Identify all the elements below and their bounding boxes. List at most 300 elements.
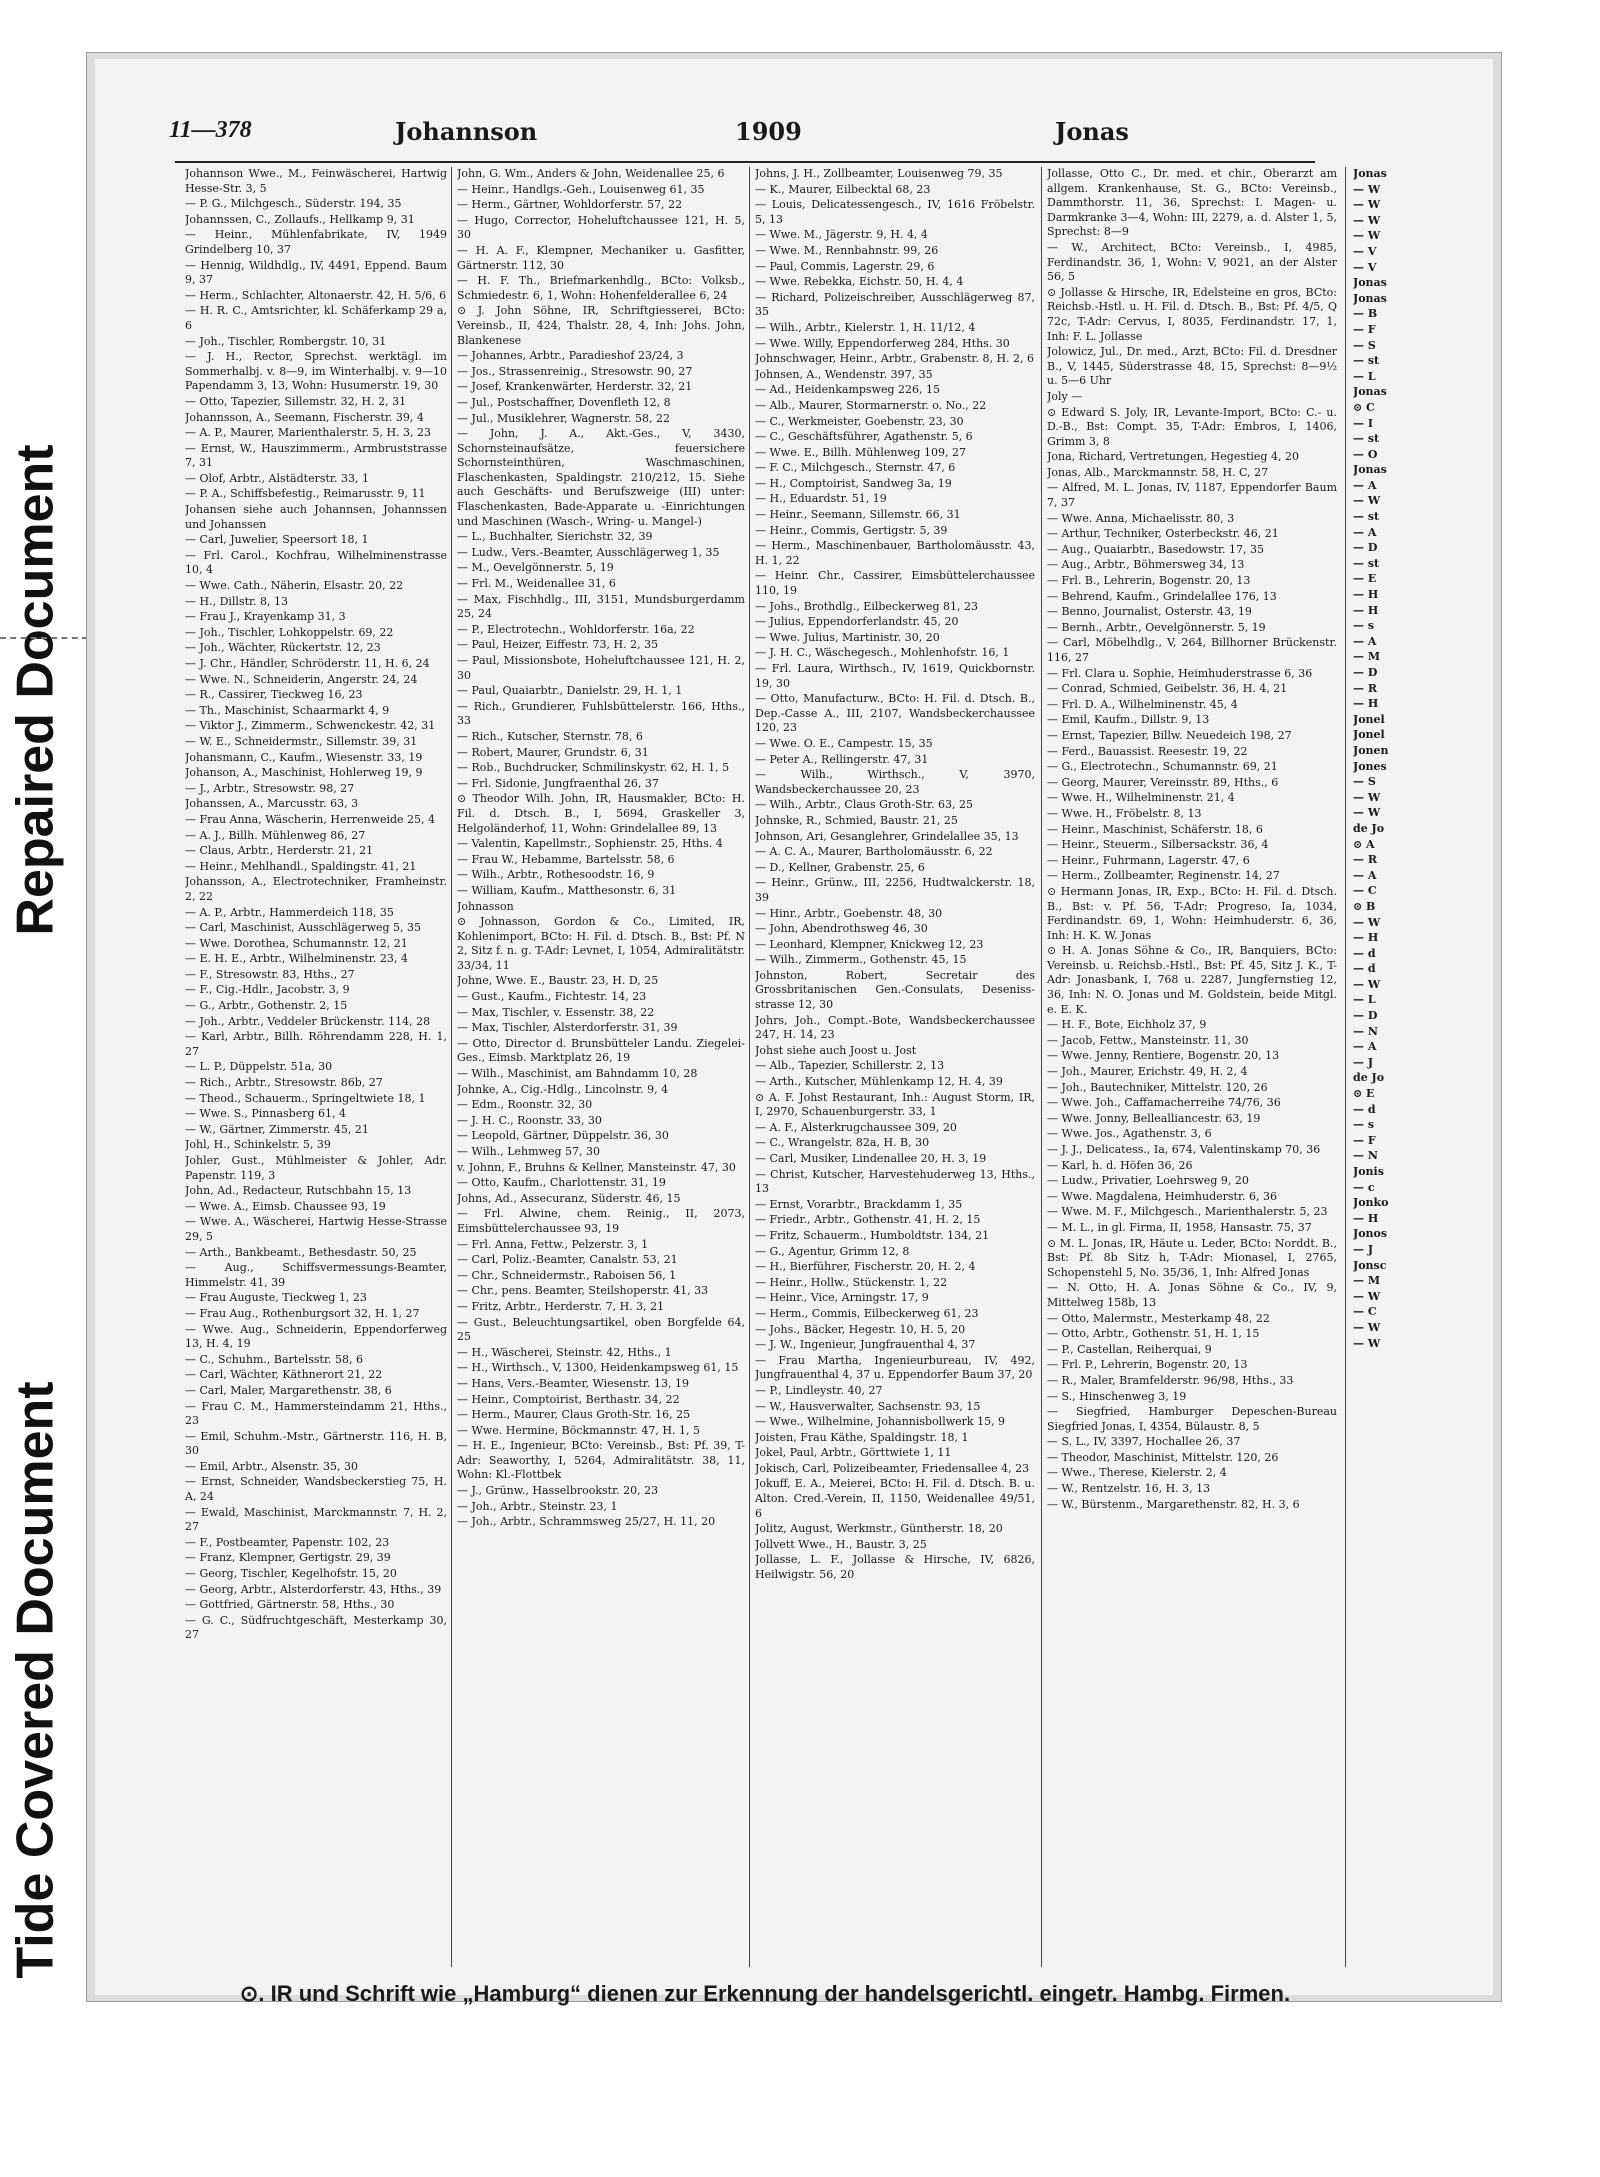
directory-entry: — H. F. Th., Briefmarkenhdlg., BCto: Volksb., Schmiedestr. 6, 1, Wohn: Hohenfelderallee 6, 24 — [457, 274, 745, 302]
directory-entry: — C., Geschäftsführer, Agathenstr. 5, 6 — [755, 430, 973, 444]
directory-entry: — Carl, Poliz.-Beamter, Canalstr. 53, 21 — [457, 1253, 678, 1267]
directory-entry: — Benno, Journalist, Osterstr. 43, 19 — [1047, 605, 1252, 619]
directory-entry: — J — [1353, 1055, 1374, 1069]
directory-entry: — V — [1353, 260, 1377, 274]
directory-entry: Johnsen, A., Wendenstr. 397, 35 — [755, 367, 933, 381]
directory-entry: — C — [1353, 1305, 1377, 1319]
directory-entry: — A. P., Maurer, Marienthalerstr. 5, H. 3, 23 — [185, 426, 432, 440]
directory-entry: ⊙ C — [1353, 400, 1375, 414]
directory-entry: — Frau J., Krayenkamp 31, 3 — [185, 610, 346, 624]
directory-entry: — H., Eduardstr. 51, 19 — [755, 492, 887, 506]
directory-entry: v. Johnn, F., Bruhns & Kellner, Mansteinstr. 47, 30 — [457, 1160, 736, 1174]
directory-entry: ⊙ Jollasse & Hirsche, IR, Edelsteine en gros, BCto: Reichsb.-Hstl. u. H. Fil. d. Dtsch. B., Bst: Pf. 4/5, Q 72c, T-Adr: Cervus, I, 8035, Ferdinandstr. 17, 1, Inh: F. L. Jollasse — [1047, 285, 1337, 343]
directory-entry: — D., Kellner, Grabenstr. 25, 6 — [755, 860, 925, 874]
column-divider — [1041, 167, 1042, 1967]
directory-entry: — Heinr., Fuhrmann, Lagerstr. 47, 6 — [1047, 853, 1250, 867]
directory-entry: — Wwe. Hermine, Böckmannstr. 47, H. 1, 5 — [457, 1423, 700, 1437]
directory-entry: — John, Abendrothsweg 46, 30 — [755, 922, 928, 936]
directory-entry: — Emil, Kaufm., Dillstr. 9, 13 — [1047, 713, 1210, 727]
directory-entry: — Frl. Laura, Wirthsch., IV, 1619, Quickbornstr. 19, 30 — [755, 662, 1035, 690]
directory-entry: — Johannes, Arbtr., Paradieshof 23/24, 3 — [457, 349, 684, 363]
directory-entry: — Otto, Arbtr., Gothenstr. 51, H. 1, 15 — [1047, 1327, 1260, 1341]
directory-entry: — Rich., Kutscher, Sternstr. 78, 6 — [457, 729, 643, 743]
directory-entry: — J. H. C., Wäschegesch., Mohlenhofstr. 16, 1 — [755, 646, 1010, 660]
directory-entry: — A. F., Alsterkrugchaussee 309, 20 — [755, 1120, 957, 1134]
directory-entry: — Fritz, Schauerm., Humboldtstr. 134, 21 — [755, 1228, 990, 1242]
directory-entry: — Wwe. M. F., Milchgesch., Marienthalerstr. 5, 23 — [1047, 1205, 1328, 1219]
directory-entry: — Herm., Gärtner, Wohldorferstr. 57, 22 — [457, 198, 683, 212]
directory-entry: Johanson, A., Maschinist, Hohlerweg 19, 9 — [185, 766, 423, 780]
directory-entry: — Emil, Arbtr., Alsenstr. 35, 30 — [185, 1459, 358, 1473]
directory-entry: — Max, Tischler, v. Essenstr. 38, 22 — [457, 1005, 655, 1019]
directory-entry: — Leopold, Gärtner, Düppelstr. 36, 30 — [457, 1129, 669, 1143]
directory-entry: — L — [1353, 369, 1376, 383]
directory-entry: ⊙ M. L. Jonas, IR, Häute u. Leder, BCto: Norddt. B., Bst: Pf. 8b Sitz h, T-Adr: Mionasel, I, 2765, Schopenstehl 5, No. 35/36, 1, Inh: Alfred Jonas — [1047, 1236, 1337, 1279]
directory-entry: — Claus, Arbtr., Herderstr. 21, 21 — [185, 844, 374, 858]
directory-entry: — W — [1353, 198, 1381, 212]
directory-entry: — H — [1353, 1211, 1379, 1225]
directory-entry: — R., Cassirer, Tieckweg 16, 23 — [185, 688, 363, 702]
directory-entry: — Max, Tischler, Alsterdorferstr. 31, 39 — [457, 1021, 678, 1035]
directory-entry: — st — [1353, 556, 1380, 570]
directory-entry: Johns, J. H., Zollbeamter, Louisenweg 79, 35 — [755, 167, 1003, 180]
directory-entry: — Arth., Bankbeamt., Bethesdastr. 50, 25 — [185, 1245, 417, 1259]
directory-entry: — Siegfried, Hamburger Depeschen-Bureau Siegfried Jonas, I, 4354, Bülaustr. 8, 5 — [1047, 1405, 1337, 1433]
directory-entry: Jollvett Wwe., H., Baustr. 3, 25 — [755, 1537, 927, 1551]
directory-entry: — Wwe. A., Wäscherei, Hartwig Hesse-Strasse 29, 5 — [185, 1215, 447, 1243]
directory-entry: — Karl, Arbtr., Billh. Röhrendamm 228, H. 1, 27 — [185, 1030, 447, 1058]
directory-entry: Johl, H., Schinkelstr. 5, 39 — [185, 1138, 331, 1152]
directory-entry: Johnke, A., Cig.-Hdlg., Lincolnstr. 9, 4 — [457, 1082, 669, 1096]
page-number: 11—378 — [169, 117, 252, 143]
directory-entry: — Wwe. Rebekka, Eichstr. 50, H. 4, 4 — [755, 275, 964, 289]
directory-entry: — Joh., Tischler, Rombergstr. 10, 31 — [185, 334, 387, 348]
directory-entry: — Arth., Kutscher, Mühlenkamp 12, H. 4, 39 — [755, 1075, 1003, 1089]
directory-entry: — Heinr., Maschinist, Schäferstr. 18, 6 — [1047, 822, 1263, 836]
directory-entry: — Wwe. O. E., Campestr. 15, 35 — [755, 736, 933, 750]
directory-entry: — Wwe. Dorothea, Schumannstr. 12, 21 — [185, 936, 408, 950]
directory-entry: — Christ, Kutscher, Harvestehuderweg 13, Hths., 13 — [755, 1167, 1035, 1196]
directory-entry: Jonel — [1353, 712, 1385, 726]
directory-entry: — F. C., Milchgesch., Sternstr. 47, 6 — [755, 461, 956, 475]
directory-entry: — W., Rentzelstr. 16, H. 3, 13 — [1047, 1482, 1211, 1496]
directory-entry: — A — [1353, 525, 1377, 539]
directory-entry: Johansson, A., Electrotechniker, Framheinstr. 2, 22 — [185, 875, 447, 903]
directory-entry: — J. J., Delicatess., Ia, 674, Valentinskamp 70, 36 — [1047, 1143, 1321, 1156]
directory-entry: — Jos., Strassenreinig., Stresowstr. 90, 27 — [457, 364, 693, 378]
directory-entry: — R., Maler, Bramfelderstr. 96/98, Hths., 33 — [1047, 1373, 1294, 1387]
directory-entry: ⊙ Johnasson, Gordon & Co., Limited, IR, Kohlenimport, BCto: H. Fil. d. Dtsch. B., Bst: Pf. N 2, Sitz f. n. g. T-Adr: Levnet, I, 1054, Admiralitätstr. 33/34, 11 — [457, 915, 745, 972]
directory-entry: — F., Cig.-Hdlr., Jacobstr. 3, 9 — [185, 983, 350, 997]
directory-entry: — Wwe. Willy, Eppendorferweg 284, Hths. 30 — [755, 336, 1010, 350]
directory-entry: — Louis, Delicatessengesch., IV, 1616 Fröbelstr. 5, 13 — [755, 198, 1035, 226]
directory-entry: Jokel, Paul, Arbtr., Görttwiete 1, 11 — [755, 1446, 952, 1460]
directory-entry: — Joh., Arbtr., Steinstr. 23, 1 — [457, 1499, 618, 1513]
directory-entry: — L., Buchhalter, Sierichstr. 32, 39 — [457, 530, 653, 544]
directory-entry: — st — [1353, 432, 1380, 446]
directory-entry: — Wwe. M., Jägerstr. 9, H. 4, 4 — [755, 228, 928, 242]
directory-entry: — A. C. A., Maurer, Bartholomäusstr. 6, 22 — [755, 845, 993, 859]
header-right-word: Jonas — [1055, 117, 1129, 146]
directory-entry: — Heinr. Chr., Cassirer, Eimsbüttelerchaussee 110, 19 — [755, 569, 1035, 598]
directory-entry: — W — [1353, 790, 1381, 804]
directory-entry: — Ernst, Vorarbtr., Brackdamm 1, 35 — [755, 1197, 963, 1211]
page-header — [95, 117, 1335, 153]
directory-entry: — W — [1353, 1289, 1381, 1303]
directory-entry: Johrs, Joh., Compt.-Bote, Wandsbeckerchaussee 247, H. 14, 23 — [755, 1013, 1035, 1042]
directory-entry: — G. C., Südfruchtgeschäft, Mesterkamp 30, 27 — [185, 1613, 447, 1642]
directory-entry: — Joh., Maurer, Erichstr. 49, H. 2, 4 — [1047, 1065, 1248, 1079]
directory-entry: — Johs., Bäcker, Hegestr. 10, H. 5, 20 — [755, 1322, 966, 1336]
directory-entry: — Otto, Director d. Brunsbütteler Landu. Ziegelei-Ges., Eimsb. Marktplatz 26, 19 — [457, 1036, 745, 1065]
directory-entry: — V — [1353, 244, 1377, 258]
directory-entry: — W. E., Schneidermstr., Sillemstr. 39, 31 — [185, 734, 418, 748]
directory-entry: — Alfred, M. L. Jonas, IV, 1187, Eppendorfer Baum 7, 37 — [1047, 481, 1337, 510]
directory-entry: ⊙ E — [1353, 1087, 1375, 1101]
directory-entry: — Frau C. M., Hammersteindamm 21, Hths., 23 — [185, 1399, 447, 1428]
directory-entry: — I — [1353, 416, 1373, 430]
directory-entry: — J. H., Rector, Sprechst. werktägl. im Sommerhalbj. v. 8—9, im Winterhalbj. v. 9—10 Papendamm 3, 13, Wohn: Husumerstr. 19, 30 — [185, 350, 447, 393]
directory-entry: Johne, Wwe. E., Baustr. 23, H. D, 25 — [457, 974, 659, 988]
directory-entry: — Alb., Maurer, Stormarnerstr. o. No., 22 — [755, 398, 987, 412]
directory-entry: — Hugo, Corrector, Hoheluftchaussee 121, H. 5, 30 — [457, 213, 745, 242]
directory-entry: — G., Agentur, Grimm 12, 8 — [755, 1244, 910, 1258]
directory-entry: — H., Wirthsch., V, 1300, Heidenkampsweg 61, 15 — [457, 1361, 739, 1375]
directory-entry: — Theodor, Maschinist, Mittelstr. 120, 26 — [1047, 1450, 1279, 1464]
directory-entry: — S. L., IV, 3397, Hochallee 26, 37 — [1047, 1435, 1241, 1449]
side-divider — [0, 637, 88, 639]
directory-entry: — Paul, Commis, Lagerstr. 29, 6 — [755, 259, 935, 273]
directory-entry: Jonen — [1353, 743, 1389, 757]
directory-entry: — Aug., Quaiarbtr., Basedowstr. 17, 35 — [1047, 542, 1265, 556]
directory-entry: — A — [1353, 1040, 1377, 1054]
directory-entry: — Heinr., Handlgs.-Geh., Louisenweg 61, 35 — [457, 182, 705, 196]
directory-entry: Jonas — [1353, 463, 1387, 477]
directory-entry: — W., Hausverwalter, Sachsenstr. 93, 15 — [755, 1399, 981, 1413]
directory-entry: — Carl, Musiker, Lindenallee 20, H. 3, 19 — [755, 1152, 987, 1165]
directory-entry: — Heinr., Mühlenfabrikate, IV, 1949 Grindelberg 10, 37 — [185, 228, 447, 256]
directory-entry: — Karl, h. d. Höfen 36, 26 — [1047, 1158, 1193, 1172]
directory-entry: — H — [1353, 588, 1379, 602]
directory-entry: ⊙ Hermann Jonas, IR, Exp., BCto: H. Fil. d. Dtsch. B., Bst: v. Pf. 56, T-Adr: Progreso, Ia, 1034, Ferdinandstr. 69, 1, Wohn: Heimhuderstr. 6, 36, Inh: H. K. W. Jonas — [1047, 884, 1337, 942]
directory-entry: Jona, Richard, Vertretungen, Hegestieg 4, 20 — [1047, 450, 1299, 464]
directory-entry: — G., Electrotechn., Schumannstr. 69, 21 — [1047, 760, 1278, 774]
directory-entry: Jonas — [1353, 167, 1387, 180]
directory-entry: — Wwe. A., Eimsb. Chaussee 93, 19 — [185, 1199, 386, 1213]
directory-entry: — E. H. E., Arbtr., Wilhelminenstr. 23, 4 — [185, 952, 408, 966]
directory-entry: — W — [1353, 1336, 1381, 1350]
directory-entry: — Heinr., Grünw., III, 2256, Hudtwalckerstr. 18, 39 — [755, 876, 1035, 904]
directory-entry: — C — [1353, 884, 1377, 898]
directory-entry: — Wwe. Jos., Agathenstr. 3, 6 — [1047, 1127, 1212, 1141]
directory-entry: — s — [1353, 1118, 1375, 1132]
directory-entry: — W — [1353, 915, 1381, 929]
directory-entry: ⊙ J. John Söhne, IR, Schriftgiesserei, BCto: Vereinsb., II, 424, Thalstr. 28, 4, Inh: Johs. John, Blankenese — [457, 304, 745, 347]
directory-entry: — Wwe. H., Wilhelminenstr. 21, 4 — [1047, 791, 1235, 805]
directory-entry: — Frau Anna, Wäscherin, Herrenweide 25, 4 — [185, 812, 436, 826]
directory-entry: — Frau Martha, Ingenieurbureau, IV, 492, Jungfrauenthal 4, 37 u. Eppendorfer Baum 37, 20 — [755, 1353, 1035, 1382]
directory-entry: — Arthur, Techniker, Osterbeckstr. 46, 21 — [1047, 527, 1279, 541]
directory-entry: Johnston, Robert, Secretair des Grossbritanischen Gen.-Consulats, Deseniss-strasse 12, 30 — [755, 968, 1035, 1012]
directory-entry: — W — [1353, 977, 1381, 991]
directory-entry: — M., Oevelgönnerstr. 5, 19 — [457, 561, 614, 575]
directory-entry: — Wwe. S., Pinnasberg 61, 4 — [185, 1107, 346, 1121]
directory-entry: — N — [1353, 1024, 1378, 1038]
directory-entry: — Wwe. Jenny, Rentiere, Bogenstr. 20, 13 — [1047, 1049, 1280, 1063]
directory-entry: — D — [1353, 541, 1378, 555]
directory-entry: — Edm., Roonstr. 32, 30 — [457, 1098, 593, 1112]
directory-entry: Johannsson, A., Seemann, Fischerstr. 39, 4 — [185, 410, 424, 424]
directory-entry: — J. Chr., Händler, Schröderstr. 11, H. 6, 24 — [185, 657, 430, 670]
directory-entry: Joly — — [1047, 389, 1083, 403]
directory-entry: — F — [1353, 322, 1376, 336]
directory-entry: Jonas, Alb., Marckmannstr. 58, H. C, 27 — [1047, 465, 1269, 479]
column-5-fragment — [1353, 167, 1497, 1967]
directory-entry: — Wwe. N., Schneiderin, Angerstr. 24, 24 — [185, 672, 418, 686]
directory-entry: — N — [1353, 1149, 1378, 1163]
directory-entry: — Wilh., Lehmweg 57, 30 — [457, 1145, 600, 1158]
directory-entry: — Carl, Maler, Margarethenstr. 38, 6 — [185, 1383, 392, 1397]
directory-entry: — Jul., Musiklehrer, Wagnerstr. 58, 22 — [457, 411, 670, 425]
directory-entry: — Otto, Tapezier, Sillemstr. 32, H. 2, 31 — [185, 394, 407, 408]
directory-entry: — Wwe. Aug., Schneiderin, Eppendorferweg 13, H. 4, 19 — [185, 1322, 447, 1351]
directory-entry: — s — [1353, 619, 1375, 633]
directory-entry: — J. H. C., Roonstr. 33, 30 — [457, 1113, 602, 1127]
directory-entry: Jonko — [1353, 1196, 1389, 1210]
directory-entry: — W — [1353, 1320, 1381, 1334]
directory-entry: — Frl. Alwine, chem. Reinig., II, 2073, Eimsbüttelerchaussee 93, 19 — [457, 1207, 745, 1235]
directory-entry: — Chr., Schneidermstr., Raboisen 56, 1 — [457, 1268, 677, 1282]
column-divider — [451, 167, 452, 1967]
directory-entry: Jolowicz, Jul., Dr. med., Arzt, BCto: Fil. d. Dresdner B., V, 1445, Süderstrasse 48, 15, Sprechst: 8—9½ u. 5—6 Uhr — [1047, 345, 1337, 388]
directory-entry: — A. J., Billh. Mühlenweg 86, 27 — [185, 828, 366, 842]
directory-entry: — Frau Auguste, Tieckweg 1, 23 — [185, 1291, 367, 1305]
directory-entry: — Carl, Juwelier, Speersort 18, 1 — [185, 533, 369, 547]
directory-entry: — L — [1353, 993, 1376, 1007]
directory-entry: — Wilh., Arbtr., Kielerstr. 1, H. 11/12, 4 — [755, 320, 976, 334]
directory-entry: — Wwe. Cath., Näherin, Elsastr. 20, 22 — [185, 579, 404, 593]
directory-entry: ⊙ Edward S. Joly, IR, Levante-Import, BCto: C.- u. D.-B., Bst: Compt. 35, T-Adr: Embros, I, 1406, Grimm 3, 8 — [1047, 405, 1337, 448]
directory-entry: Johnson, Ari, Gesanglehrer, Grindelallee 35, 13 — [755, 829, 1019, 843]
directory-entry: John, Ad., Redacteur, Rutschbahn 15, 13 — [185, 1184, 412, 1198]
directory-entry: — Heinr., Vice, Arningstr. 17, 9 — [755, 1291, 929, 1305]
directory-entry: — S — [1353, 775, 1376, 789]
directory-entry: — Joh., Bautechniker, Mittelstr. 120, 26 — [1047, 1080, 1268, 1094]
directory-entry: — Paul, Quaiarbtr., Danielstr. 29, H. 1, 1 — [457, 684, 683, 698]
directory-entry: — G., Arbtr., Gothenstr. 2, 15 — [185, 999, 348, 1013]
directory-entry: — M — [1353, 1274, 1381, 1288]
directory-entry: — W — [1353, 182, 1381, 196]
directory-entry: — M — [1353, 650, 1381, 664]
directory-entry: — William, Kaufm., Matthesonstr. 6, 31 — [457, 883, 677, 897]
directory-entry: — Otto, Manufacturw., BCto: H. Fil. d. Dtsch. B., Dep.-Casse A., III, 2107, Wandsbeckerchaussee 120, 23 — [755, 692, 1035, 735]
directory-entry: — Robert, Maurer, Grundstr. 6, 31 — [457, 745, 649, 759]
directory-entry: — Rich., Arbtr., Stresowstr. 86b, 27 — [185, 1076, 383, 1090]
directory-entry: — A — [1353, 868, 1377, 882]
directory-entry: — S — [1353, 338, 1376, 352]
directory-entry: — Herm., Maschinenbauer, Bartholomäusstr. 43, H. 1, 22 — [755, 539, 1035, 567]
directory-entry: — Frl. Carol., Kochfrau, Wilhelminenstrasse 10, 4 — [185, 548, 447, 577]
directory-entry: — Ludw., Vers.-Beamter, Ausschlägerweg 1, 35 — [457, 545, 720, 559]
directory-entry: — Carl, Wächter, Käthnerort 21, 22 — [185, 1368, 383, 1382]
directory-entry: — Gust., Kaufm., Fichtestr. 14, 23 — [457, 990, 647, 1004]
directory-entry: — W., Bürstenm., Margarethenstr. 82, H. 3, 6 — [1047, 1497, 1300, 1511]
directory-entry: — Wwe. Jonny, Bellealliancestr. 63, 19 — [1047, 1111, 1261, 1125]
page-body — [95, 59, 1493, 2006]
directory-entry: — Otto, Malermstr., Mesterkamp 48, 22 — [1047, 1311, 1270, 1325]
directory-entry: Johanssen, A., Marcusstr. 63, 3 — [185, 797, 359, 811]
directory-entry: Jonos — [1353, 1227, 1388, 1241]
directory-entry: — Frl. M., Weidenallee 31, 6 — [457, 577, 616, 591]
directory-entry: — C., Schuhm., Bartelsstr. 58, 6 — [185, 1352, 363, 1366]
directory-entry: — Chr., pens. Beamter, Steilshoperstr. 41, 33 — [457, 1284, 709, 1298]
directory-entry: — H., Wäscherei, Steinstr. 42, Hths., 1 — [457, 1345, 672, 1359]
side-label-bottom-text: Tide Covered Document — [7, 1381, 66, 1979]
directory-entry: — Rob., Buchdrucker, Schmilinskystr. 62, H. 1, 5 — [457, 761, 730, 775]
directory-entry: — Herm., Zollbeamter, Reginenstr. 14, 27 — [1047, 869, 1280, 883]
scanned-page — [86, 52, 1502, 2006]
side-label-top — [0, 380, 76, 1000]
directory-entry: Jokuff, E. A., Meierei, BCto: H. Fil. d. Dtsch. B. u. Alton. Cred.-Verein, II, 1150, Weidenallee 49/51, 6 — [755, 1477, 1035, 1520]
directory-entry: — Heinr., Seemann, Sillemstr. 66, 31 — [755, 508, 961, 522]
directory-entry: — st — [1353, 354, 1380, 368]
directory-entry: — Heinr., Steuerm., Silbersackstr. 36, 4 — [1047, 838, 1269, 852]
directory-entry: — Aug., Arbtr., Böhmersweg 34, 13 — [1047, 558, 1245, 572]
directory-entry: Jolitz, August, Werkmstr., Güntherstr. 18, 20 — [755, 1522, 1003, 1536]
directory-entry: — M. L., in gl. Firma, II, 1958, Hansastr. 75, 37 — [1047, 1220, 1312, 1234]
directory-entry: — H. R. C., Amtsrichter, kl. Schäferkamp 29 a, 6 — [185, 304, 447, 332]
directory-entry: — Th., Maschinist, Schaarmarkt 4, 9 — [185, 703, 390, 717]
column-divider — [749, 167, 750, 1967]
directory-entry: ⊙ Theodor Wilh. John, IR, Hausmakler, BCto: H. Fil. d. Dtsch. B., I, 5694, Graskeller 3, Helgoländerhof, 11, Wohn: Grindelallee 89, 13 — [457, 792, 745, 835]
directory-entry: Johst siehe auch Joost u. Jost — [755, 1043, 917, 1057]
directory-entry: — Hans, Vers.-Beamter, Wiesenstr. 13, 19 — [457, 1376, 689, 1390]
directory-entry: Jollasse, Otto C., Dr. med. et chir., Oberarzt am allgem. Krankenhause, St. G., BCto: Vereinsb., Dammthorstr. 11, 36, Sprechst: I. Magen- u. Darmkranke 3—4, Wohn: III, 2279, a. d. Alster 1, 5, Sprechst: 8—9 — [1047, 167, 1337, 239]
directory-entry: — Wwe. E., Billh. Mühlenweg 109, 27 — [755, 445, 966, 459]
side-label-bottom — [0, 1300, 76, 2060]
directory-entry: — Rich., Grundierer, Fuhlsbüttelerstr. 166, Hths., 33 — [457, 699, 745, 728]
directory-entry: — Hennig, Wildhdlg., IV, 4491, Eppend. Baum 9, 37 — [185, 258, 447, 287]
directory-entry: — Franz, Klempner, Gertigstr. 29, 39 — [185, 1551, 391, 1565]
directory-entry: — Conrad, Schmied, Geibelstr. 36, H. 4, 21 — [1047, 682, 1288, 696]
directory-entry: — Josef, Krankenwärter, Herderstr. 32, 21 — [457, 380, 693, 394]
directory-entry: — Otto, Kaufm., Charlottenstr. 31, 19 — [457, 1176, 666, 1190]
directory-entry: — Max, Fischhdlg., III, 3151, Mundsburgerdamm 25, 24 — [457, 592, 745, 621]
directory-entry: — F., Postbeamter, Papenstr. 102, 23 — [185, 1535, 390, 1549]
directory-entry: — Wwe. Joh., Caffamacherreihe 74/76, 36 — [1047, 1096, 1281, 1110]
directory-entry: Johannson Wwe., M., Feinwäscherei, Hartwig Hesse-Str. 3, 5 — [185, 167, 447, 195]
directory-entry: — P., Lindleystr. 40, 27 — [755, 1383, 883, 1397]
directory-entry: Jonas — [1353, 291, 1387, 305]
directory-entry: — Bernh., Arbtr., Oevelgönnerstr. 5, 19 — [1047, 620, 1266, 634]
directory-entry: — Wilh., Arbtr., Claus Groth-Str. 63, 25 — [755, 798, 974, 812]
directory-entry: — Theod., Schauerm., Springeltwiete 18, 1 — [185, 1091, 426, 1105]
directory-entry: — Viktor J., Zimmerm., Schwenckestr. 42, 31 — [185, 719, 436, 733]
directory-entry: — Valentin, Kapellmstr., Sophienstr. 25, Hths. 4 — [457, 837, 723, 851]
directory-entry: — Wwe. M., Rennbahnstr. 99, 26 — [755, 243, 939, 257]
directory-entry: — A — [1353, 634, 1377, 648]
directory-entry: — Paul, Heizer, Eiffestr. 73, H. 2, 35 — [457, 638, 659, 652]
directory-entry: — Joh., Arbtr., Schrammsweg 25/27, H. 11, 20 — [457, 1515, 716, 1529]
directory-entry: — S., Hinschenweg 3, 19 — [1047, 1389, 1187, 1403]
directory-entry: Jones — [1353, 759, 1387, 773]
directory-entry: John, G. Wm., Anders & John, Weidenallee 25, 6 — [457, 167, 725, 180]
column-4 — [1047, 167, 1337, 1967]
directory-entry: — O — [1353, 447, 1378, 461]
directory-entry: — Heinr., Comptoirist, Berthastr. 34, 22 — [457, 1392, 680, 1406]
directory-entry: — Aug., Schiffsvermessungs-Beamter, Himmelstr. 41, 39 — [185, 1261, 447, 1289]
directory-entry: — Peter A., Rellingerstr. 47, 31 — [755, 752, 929, 766]
header-left-word: Johannson — [395, 117, 538, 146]
directory-entry: — Wwe., Therese, Kielerstr. 2, 4 — [1047, 1466, 1227, 1480]
directory-entry: Johnske, R., Schmied, Baustr. 21, 25 — [755, 813, 958, 827]
directory-entry: — Behrend, Kaufm., Grindelallee 176, 13 — [1047, 589, 1277, 603]
directory-entry: — Johs., Brothdlg., Eilbeckerweg 81, 23 — [755, 599, 978, 613]
directory-entry: — J., Grünw., Hasselbrookstr. 20, 23 — [457, 1484, 659, 1498]
directory-entry: — Frau W., Hebamme, Bartelsstr. 58, 6 — [457, 852, 675, 866]
directory-entry: — H. E., Ingenieur, BCto: Vereinsb., Bst: Pf. 39, T-Adr: Seaworthy, I, 5264, Admiralitätstr. 38, 11, Wohn: Kl.-Flottbek — [457, 1439, 745, 1482]
directory-entry: — L. P., Düppelstr. 51a, 30 — [185, 1060, 333, 1074]
directory-entry: — Wwe. Julius, Martinistr. 30, 20 — [755, 630, 940, 644]
directory-entry: Johler, Gust., Mühlmeister & Johler, Adr. Papenstr. 119, 3 — [185, 1154, 447, 1182]
directory-entry: — J — [1353, 1242, 1374, 1256]
directory-entry: — John, J. A., Akt.-Ges., V, 3430, Schornsteinaufsätze, feuersichere Schornsteinthüren, Waschmaschinen, Flaschenkasten, Spaldingstr. 210/212, 15. Siehe auch Geschäfts- und Berufszweige (III) unter: Flaschenkasten, Bade-Apparate u. -Einrichtungen und Maschinen (Wasch-, Wring- u. Mangel-) — [457, 427, 745, 528]
directory-entry: — Ernst, Schneider, Wandsbeckerstieg 75, H. A, 24 — [185, 1475, 447, 1504]
directory-entry: — J., Arbtr., Stresowstr. 98, 27 — [185, 781, 355, 795]
directory-entry: — B — [1353, 307, 1378, 321]
directory-entry: — P., Electrotechn., Wohldorferstr. 16a, 22 — [457, 622, 695, 636]
directory-entry: — W — [1353, 494, 1381, 508]
directory-entry: — P. A., Schiffsbefestig., Reimarusstr. 9, 11 — [185, 487, 426, 501]
directory-entry: — A — [1353, 478, 1377, 492]
directory-entry: — H. A. F., Klempner, Mechaniker u. Gasfitter, Gärtnerstr. 112, 30 — [457, 243, 745, 272]
directory-entry: — R — [1353, 853, 1377, 867]
directory-entry: — F — [1353, 1133, 1376, 1147]
directory-entry: ⊙ H. A. Jonas Söhne & Co., IR, Banquiers, BCto: Vereinsb. u. Reichsb.-Hstl., Bst: Pf. 45, Sitz J. K., T-Adr: Jonasbank, I, 768 u. 2287, Jungfernstieg 12, 36, Inh: N. O. Jonas und M. Goldstein, beide Mitgl. e. E. K. — [1047, 944, 1337, 1016]
directory-entry: — Joh., Arbtr., Veddeler Brückenstr. 114, 28 — [185, 1014, 431, 1028]
directory-entry: — N. Otto, H. A. Jonas Söhne & Co., IV, 9, Mittelweg 158b, 13 — [1047, 1281, 1337, 1309]
directory-entry: — Carl, Maschinist, Ausschlägerweg 5, 35 — [185, 921, 422, 935]
directory-entry: — Wilh., Arbtr., Rothesoodstr. 16, 9 — [457, 868, 655, 882]
directory-entry: — Fritz, Arbtr., Herderstr. 7, H. 3, 21 — [457, 1299, 665, 1313]
directory-entry: — Herm., Maurer, Claus Groth-Str. 16, 25 — [457, 1408, 691, 1422]
directory-entry: — R — [1353, 681, 1377, 695]
directory-entry: — Ernst, W., Hauszimmerm., Armbruststrasse 7, 31 — [185, 441, 447, 470]
directory-entry: — Jul., Postschaffner, Dovenfleth 12, 8 — [457, 395, 671, 409]
directory-entry: Jonel — [1353, 728, 1385, 742]
directory-entry: — Frl. P., Lehrerin, Bogenstr. 20, 13 — [1047, 1358, 1248, 1372]
directory-entry: Jollasse, L. F., Jollasse & Hirsche, IV, 6826, Heilwigstr. 56, 20 — [755, 1553, 1035, 1582]
directory-entry: — H., Bierführer, Fischerstr. 20, H. 2, 4 — [755, 1260, 976, 1274]
directory-entry: de Jo — [1353, 1071, 1385, 1085]
directory-entry: — K., Maurer, Eilbecktal 68, 23 — [755, 182, 931, 196]
directory-entry: — Frl. Anna, Fettw., Pelzerstr. 3, 1 — [457, 1237, 649, 1251]
directory-entry: — Paul, Missionsbote, Hoheluftchaussee 121, H. 2, 30 — [457, 654, 745, 682]
directory-entry: — Wwe. H., Fröbelstr. 8, 13 — [1047, 806, 1202, 820]
directory-entry: — Wilh., Zimmerm., Gothenstr. 45, 15 — [755, 953, 967, 967]
directory-entry: — H. F., Bote, Eichholz 37, 9 — [1047, 1018, 1207, 1032]
directory-entry: — Jacob, Fettw., Mansteinstr. 11, 30 — [1047, 1033, 1249, 1047]
directory-entry: — Frl. Sidonie, Jungfraenthal 26, 37 — [457, 776, 659, 790]
directory-entry: — Leonhard, Klempner, Knickweg 12, 23 — [755, 937, 984, 951]
directory-entry: — C., Werkmeister, Goebenstr. 23, 30 — [755, 414, 964, 428]
directory-entry: — Ludw., Privatier, Loehrsweg 9, 20 — [1047, 1174, 1249, 1188]
directory-entry: Johansen siehe auch Johannsen, Johannssen und Johanssen — [185, 503, 447, 531]
directory-entry: — st — [1353, 510, 1380, 524]
directory-entry: — P. G., Milchgesch., Süderstr. 194, 35 — [185, 197, 402, 211]
page-footer: ⊙. IR und Schrift wie „Hamburg“ dienen zur Erkennung der handelsgerichtl. eingetr. Hambg. Firmen. — [239, 1981, 1291, 2006]
directory-entry: Jonas — [1353, 385, 1387, 399]
